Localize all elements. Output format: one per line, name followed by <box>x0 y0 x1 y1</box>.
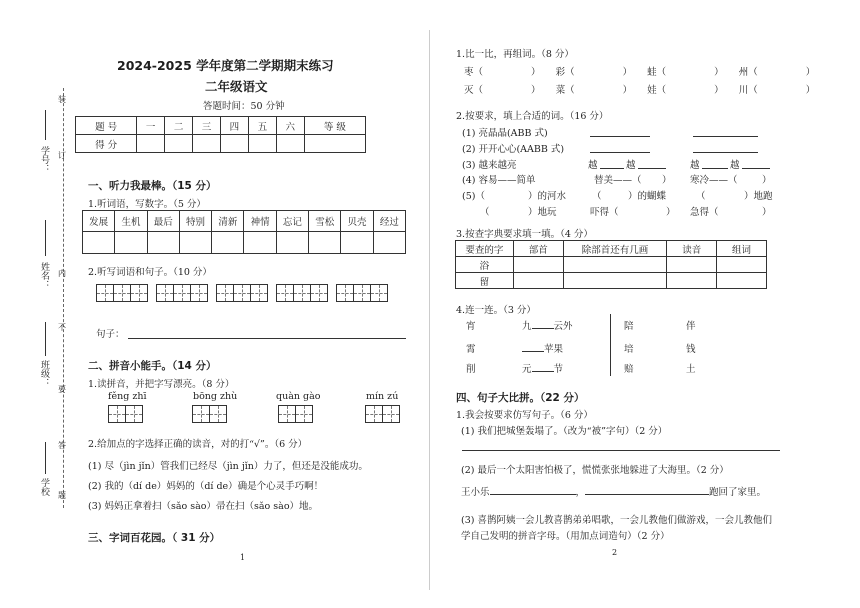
score-cell[interactable] <box>248 135 276 153</box>
writing-grid-cell[interactable] <box>336 284 354 302</box>
exam-time: 答题时间：50 分钟 <box>203 101 285 112</box>
r1-row1: 枣（ ） 彩（ ） 蛙（ ） 州（ ） <box>464 67 816 78</box>
pinyin-3: quàn gào <box>276 391 321 402</box>
dict-header: 要查的字 <box>456 241 514 257</box>
score-cell[interactable] <box>137 135 165 153</box>
match-left-2-word[interactable]: 苹果 <box>522 341 563 355</box>
dict-cell[interactable] <box>717 257 767 273</box>
writing-grid-cell[interactable] <box>370 284 388 302</box>
student-number-field[interactable] <box>45 110 46 140</box>
s4-c-line2: 学自己发明的拼音字母。（用加点词造句）（2 分） <box>461 531 670 542</box>
writing-grid-cell[interactable] <box>96 284 114 302</box>
word-cell: 贝壳 <box>341 211 373 232</box>
dict-cell[interactable] <box>667 257 717 273</box>
dict-cell[interactable] <box>513 257 563 273</box>
match-left-1-word[interactable]: 九 云外 <box>522 321 573 332</box>
pinyin-4: mín zú <box>366 391 399 402</box>
number-cell[interactable] <box>212 232 244 254</box>
r2-a-blank-1[interactable] <box>590 136 650 137</box>
student-number-label: 学号： <box>39 146 49 173</box>
r2-f-5: 急得（ <box>690 207 719 218</box>
score-header: 一 <box>137 117 165 135</box>
pinyin-grid-cell[interactable] <box>278 405 296 423</box>
s4-q1: 1.我会按要求仿写句子。（6 分） <box>456 410 593 421</box>
exam-subject: 二年级语文 <box>205 79 268 94</box>
word-cell: 发展 <box>83 211 115 232</box>
section-2-title: 二、拼音小能手。（14 分） <box>88 360 217 372</box>
class-field[interactable] <box>45 322 46 356</box>
r2-b-blank-1[interactable] <box>590 152 650 153</box>
score-row-label: 得 分 <box>76 135 137 153</box>
school-label: 学校 <box>39 478 49 496</box>
dict-header: 读音 <box>667 241 717 257</box>
r1-title: 1.比一比，再组词。（8 分） <box>456 49 574 60</box>
exam-title: 2024-2025 学年度第二学期期末练习 <box>117 58 334 73</box>
match-left-3-char[interactable]: 削 <box>466 364 476 375</box>
number-cell[interactable] <box>179 232 211 254</box>
dict-char: 浴 <box>456 257 514 273</box>
score-table <box>75 116 366 153</box>
s1-q2: 2.听写词语和句子。（10 分） <box>88 267 212 278</box>
pinyin-1: fěng zhī <box>108 391 147 402</box>
writing-grid-cell[interactable] <box>250 284 268 302</box>
pinyin-grid-cell[interactable] <box>108 405 126 423</box>
binding-ding: 订 <box>58 151 66 160</box>
section-3-title: 三、字词百花园。（ 31 分） <box>88 532 221 544</box>
r2-e: (5)（ <box>462 191 485 202</box>
s2-line-2: (2) 我的（dí de）妈妈的（dí de）确是个心灵手巧啊！ <box>88 481 324 492</box>
score-header: 五 <box>248 117 276 135</box>
page-number-1: 1 <box>240 553 246 562</box>
page-number-2: 2 <box>612 548 618 557</box>
match-right-3-a[interactable]: 赔 <box>624 364 634 375</box>
score-header: 四 <box>220 117 248 135</box>
word-cell: 清新 <box>212 211 244 232</box>
writing-grid-cell[interactable] <box>276 284 294 302</box>
r2-c-blank-4[interactable] <box>742 168 770 169</box>
match-right-3-b[interactable]: 土 <box>686 364 696 375</box>
s4-a: (1) 我们把城堡轰塌了。（改为“被”字句）（2 分） <box>461 426 668 437</box>
score-header: 题 号 <box>76 117 137 135</box>
writing-grid-cell[interactable] <box>233 284 251 302</box>
pinyin-grid-cell[interactable] <box>382 405 400 423</box>
score-cell[interactable] <box>220 135 248 153</box>
number-cell[interactable] <box>341 232 373 254</box>
match-left-1-char[interactable]: 宵 <box>466 321 476 332</box>
dict-cell[interactable] <box>513 273 563 289</box>
r2-c-yue3: 越 <box>690 160 700 171</box>
r2-f-4: ） <box>666 207 676 218</box>
s4-a-line[interactable] <box>462 450 780 451</box>
dict-header: 组词 <box>717 241 767 257</box>
r2-d-3: ） <box>662 175 672 186</box>
dict-cell[interactable] <box>717 273 767 289</box>
pinyin-grid-cell[interactable] <box>192 405 210 423</box>
r2-c-blank-3[interactable] <box>702 168 728 169</box>
r2-d: (4) 容易——简单 <box>462 175 536 186</box>
pinyin-2: bōng zhù <box>193 391 238 402</box>
dict-header: 部首 <box>513 241 563 257</box>
binding-nei: 内 <box>58 269 66 278</box>
r2-f-3: 吓得（ <box>590 207 619 218</box>
r2-c: (3) 越来越亮 <box>462 160 517 171</box>
r2-d-4: 寒冷——（ <box>690 175 738 186</box>
number-cell[interactable] <box>276 232 308 254</box>
binding-yao: 要 <box>58 385 66 394</box>
r2-c-yue4: 越 <box>730 160 740 171</box>
number-cell[interactable] <box>115 232 147 254</box>
r2-c-blank-1[interactable] <box>600 168 624 169</box>
r2-c-blank-2[interactable] <box>638 168 666 169</box>
s4-b-fill[interactable]: 王小乐 ， 跑回了家里。 <box>461 487 767 498</box>
word-cell: 雪松 <box>309 211 341 232</box>
word-cell: 神情 <box>244 211 276 232</box>
r2-b: (2) 开开心心(AABB 式) <box>462 144 565 155</box>
match-right-2-a[interactable]: 培 <box>624 344 634 355</box>
match-divider <box>610 314 611 376</box>
s2-q2: 2.给加点的字选择正确的读音，对的打“√”。（6 分） <box>88 439 308 450</box>
binding-ti: 题 <box>58 491 66 500</box>
r2-b-blank-2[interactable] <box>693 152 758 153</box>
r2-e-2: ）的河水 <box>528 191 567 202</box>
score-header: 三 <box>193 117 221 135</box>
r2-d-5: ） <box>762 175 772 186</box>
page-divider <box>429 30 430 590</box>
writing-grid-cell[interactable] <box>156 284 174 302</box>
r2-e-4: ）的蝴蝶 <box>628 191 667 202</box>
r2-f-1: （ <box>480 207 490 218</box>
dict-header: 除部首还有几画 <box>563 241 667 257</box>
r2-c-yue1: 越 <box>588 160 598 171</box>
writing-grid-cell[interactable] <box>310 284 328 302</box>
number-cell[interactable] <box>244 232 276 254</box>
writing-grid-cell[interactable] <box>353 284 371 302</box>
writing-grid-cell[interactable] <box>293 284 311 302</box>
dictionary-table <box>455 240 767 289</box>
number-cell[interactable] <box>83 232 115 254</box>
pinyin-grid-cell[interactable] <box>125 405 143 423</box>
school-field[interactable] <box>45 442 46 474</box>
writing-grid-cell[interactable] <box>190 284 208 302</box>
r2-f-6: ） <box>762 207 772 218</box>
writing-grid-cell[interactable] <box>130 284 148 302</box>
s4-b: (2) 最后一个太阳害怕极了，慌慌张张地躲进了大海里。（2 分） <box>461 465 729 476</box>
dict-char: 留 <box>456 273 514 289</box>
match-left-3-word[interactable]: 元 节 <box>522 364 564 375</box>
s1-q1: 1.听词语，写数字。（5 分） <box>88 199 206 210</box>
word-cell: 特别 <box>179 211 211 232</box>
section-1-title: 一、听力我最棒。（15 分） <box>88 180 217 192</box>
score-header: 六 <box>276 117 304 135</box>
s2-line-3: (3) 妈妈正拿着扫（sǎo sào）帚在扫（sǎo sào）地。 <box>88 501 319 512</box>
dict-cell[interactable] <box>667 273 717 289</box>
s2-line-1: (1) 尽（jìn jǐn）管我们已经尽（jìn jǐn）力了，但还是没能成功。 <box>88 461 368 472</box>
score-cell[interactable] <box>304 135 365 153</box>
match-left-2-char[interactable]: 霄 <box>466 344 476 355</box>
score-cell[interactable] <box>276 135 304 153</box>
r3-title: 3.按查字典要求填一填。（4 分） <box>456 229 593 240</box>
binding-da: 答 <box>58 441 66 450</box>
r2-f-2: ）地玩 <box>528 207 557 218</box>
dict-cell[interactable] <box>563 273 667 289</box>
score-cell[interactable] <box>193 135 221 153</box>
writing-grid-cell[interactable] <box>173 284 191 302</box>
r2-e-5: （ <box>696 191 706 202</box>
pinyin-grid-cell[interactable] <box>209 405 227 423</box>
score-header: 等 级 <box>304 117 365 135</box>
name-field[interactable] <box>45 220 46 256</box>
section-4-title: 四、句子大比拼。（22 分） <box>456 392 585 404</box>
pinyin-grid-cell[interactable] <box>365 405 383 423</box>
writing-grid-cell[interactable] <box>113 284 131 302</box>
name-label: 姓名： <box>39 262 49 289</box>
word-cell: 最后 <box>147 211 179 232</box>
number-cell[interactable] <box>309 232 341 254</box>
number-cell[interactable] <box>147 232 179 254</box>
r2-a: (1) 亮晶晶(ABB 式) <box>462 128 548 139</box>
writing-grid-cell[interactable] <box>216 284 234 302</box>
r2-a-blank-2[interactable] <box>693 136 758 137</box>
sentence-line[interactable] <box>128 338 406 339</box>
r2-e-3: （ <box>592 191 602 202</box>
r2-c-yue2: 越 <box>626 160 636 171</box>
s4-c-line1: (3) 喜鹊阿姨一会儿教喜鹊弟弟唱歌，一会儿教他们做游戏，一会儿教他们 <box>461 515 772 526</box>
binding-zhuang: 装 <box>58 95 66 104</box>
r2-title: 2.按要求，填上合适的词。（16 分） <box>456 111 609 122</box>
word-cell: 生机 <box>115 211 147 232</box>
word-cell: 经过 <box>373 211 405 232</box>
score-cell[interactable] <box>165 135 193 153</box>
sentence-label: 句子： <box>96 329 125 340</box>
match-right-2-b[interactable]: 钱 <box>686 344 696 355</box>
s2-q1: 1.读拼音，并把字写漂亮。（8 分） <box>88 379 235 390</box>
word-cell: 忘记 <box>276 211 308 232</box>
r2-e-6: ）地跑 <box>744 191 773 202</box>
binding-bu: 不 <box>58 323 66 332</box>
r1-row2: 灭（ ） 菜（ ） 娃（ ） 川（ ） <box>464 85 816 96</box>
pinyin-grid-cell[interactable] <box>295 405 313 423</box>
class-label: 班级： <box>39 360 49 387</box>
r4-title: 4.连一连。（3 分） <box>456 305 536 316</box>
match-right-1-b[interactable]: 伴 <box>686 321 696 332</box>
r2-d-2: 替美——（ <box>594 175 642 186</box>
dict-cell[interactable] <box>563 257 667 273</box>
match-right-1-a[interactable]: 陪 <box>624 321 634 332</box>
score-header: 二 <box>165 117 193 135</box>
number-cell[interactable] <box>373 232 405 254</box>
listen-words-table <box>82 210 406 254</box>
